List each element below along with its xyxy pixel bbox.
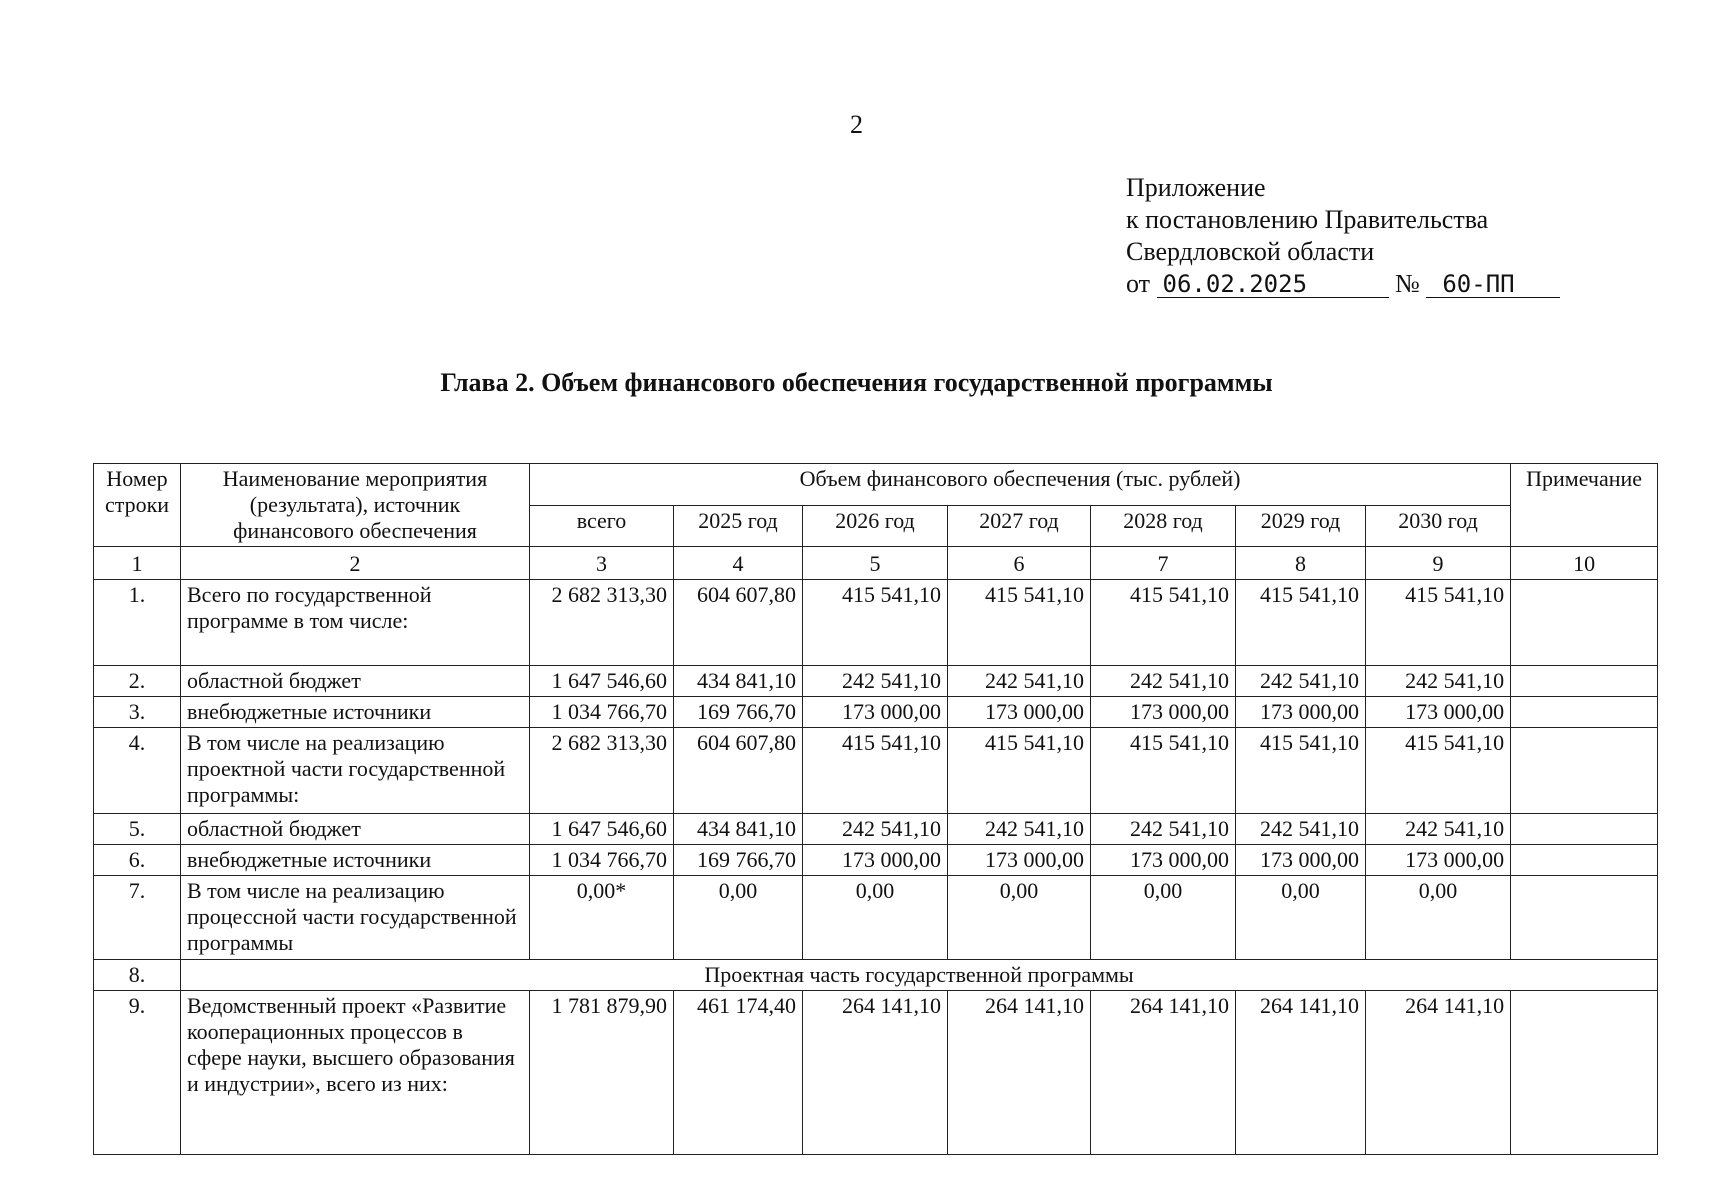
appendix-date-line	[1126, 268, 1560, 300]
row-value: 173 000,00	[1236, 845, 1366, 876]
row-value: 415 541,10	[948, 580, 1091, 666]
col-number: 6	[948, 547, 1091, 580]
table-row	[94, 876, 1658, 960]
col-number: 7	[1091, 547, 1236, 580]
row-name: внебюджетные источники	[181, 697, 530, 728]
section-row	[94, 960, 1658, 991]
header-2030: 2030 год	[1366, 505, 1511, 547]
row-name: В том числе на реализацию процессной части государственной программы	[181, 876, 530, 960]
row-value: 0,00*	[530, 876, 674, 960]
row-name: внебюджетные источники	[181, 845, 530, 876]
row-value: 0,00	[1236, 876, 1366, 960]
row-note	[1511, 580, 1658, 666]
header-2025: 2025 год	[674, 505, 803, 547]
row-value: 1 781 879,90	[530, 991, 674, 1155]
row-value: 173 000,00	[1366, 697, 1511, 728]
row-value: 173 000,00	[1091, 697, 1236, 728]
row-note	[1511, 666, 1658, 697]
row-number: 1.	[94, 580, 181, 666]
row-note	[1511, 814, 1658, 845]
resolution-date: 06.02.2025	[1157, 271, 1389, 298]
row-value: 264 141,10	[803, 991, 948, 1155]
header-row-number: Номер строки	[94, 464, 181, 547]
row-value: 2 682 313,30	[530, 728, 674, 814]
row-value: 173 000,00	[948, 697, 1091, 728]
table-row	[94, 580, 1658, 666]
financing-table	[93, 463, 1658, 1155]
row-value: 242 541,10	[1366, 814, 1511, 845]
row-value: 1 647 546,60	[530, 666, 674, 697]
row-note	[1511, 697, 1658, 728]
row-value: 415 541,10	[1091, 580, 1236, 666]
number-prefix: №	[1395, 269, 1420, 298]
row-value: 242 541,10	[1236, 814, 1366, 845]
row-number: 8.	[94, 960, 181, 991]
row-number: 5.	[94, 814, 181, 845]
appendix-line-2: к постановлению Правительства	[1126, 205, 1489, 234]
row-value: 415 541,10	[1236, 728, 1366, 814]
row-value: 415 541,10	[803, 728, 948, 814]
row-value: 264 141,10	[948, 991, 1091, 1155]
row-value: 169 766,70	[674, 845, 803, 876]
row-value: 415 541,10	[948, 728, 1091, 814]
row-note	[1511, 991, 1658, 1155]
row-value: 242 541,10	[1091, 666, 1236, 697]
row-name: областной бюджет	[181, 814, 530, 845]
row-value: 1 034 766,70	[530, 697, 674, 728]
row-value: 173 000,00	[803, 845, 948, 876]
date-prefix: от	[1126, 269, 1151, 298]
row-value: 0,00	[803, 876, 948, 960]
table-row	[94, 697, 1658, 728]
row-name: Ведомственный проект «Развитие кооперационных процессов в сфере науки, высшего образования и индустрии», всего из них:	[181, 991, 530, 1155]
appendix-block	[1126, 172, 1560, 300]
section-title: Проектная часть государственной программы	[181, 960, 1658, 991]
row-value: 434 841,10	[674, 814, 803, 845]
row-name: В том числе на реализацию проектной части государственной программы:	[181, 728, 530, 814]
resolution-number: 60-ПП	[1426, 271, 1560, 298]
row-number: 2.	[94, 666, 181, 697]
col-number: 9	[1366, 547, 1511, 580]
row-value: 604 607,80	[674, 728, 803, 814]
row-value: 173 000,00	[1366, 845, 1511, 876]
row-value: 173 000,00	[803, 697, 948, 728]
row-value: 242 541,10	[948, 814, 1091, 845]
col-number: 10	[1511, 547, 1658, 580]
row-value: 2 682 313,30	[530, 580, 674, 666]
row-value: 173 000,00	[1236, 697, 1366, 728]
row-value: 242 541,10	[1091, 814, 1236, 845]
row-number: 4.	[94, 728, 181, 814]
row-value: 173 000,00	[948, 845, 1091, 876]
column-numbers-row	[94, 547, 1658, 580]
row-value: 0,00	[948, 876, 1091, 960]
row-value: 242 541,10	[948, 666, 1091, 697]
col-number: 8	[1236, 547, 1366, 580]
col-number: 3	[530, 547, 674, 580]
row-value: 415 541,10	[1366, 580, 1511, 666]
row-name: Всего по государственной программе в том числе:	[181, 580, 530, 666]
col-number: 5	[803, 547, 948, 580]
row-value: 1 034 766,70	[530, 845, 674, 876]
table-row	[94, 814, 1658, 845]
col-number: 1	[94, 547, 181, 580]
row-number: 7.	[94, 876, 181, 960]
row-number: 6.	[94, 845, 181, 876]
row-number: 3.	[94, 697, 181, 728]
row-value: 415 541,10	[1366, 728, 1511, 814]
header-2029: 2029 год	[1236, 505, 1366, 547]
row-value: 1 647 546,60	[530, 814, 674, 845]
row-name: областной бюджет	[181, 666, 530, 697]
table-row	[94, 845, 1658, 876]
header-note: Примечание	[1511, 464, 1658, 547]
row-value: 461 174,40	[674, 991, 803, 1155]
appendix-line-3: Свердловской области	[1126, 237, 1375, 266]
row-value: 173 000,00	[1091, 845, 1236, 876]
row-number: 9.	[94, 991, 181, 1155]
header-2028: 2028 год	[1091, 505, 1236, 547]
row-note	[1511, 728, 1658, 814]
table-row	[94, 666, 1658, 697]
col-number: 2	[181, 547, 530, 580]
row-value: 434 841,10	[674, 666, 803, 697]
row-note	[1511, 876, 1658, 960]
header-total: всего	[530, 505, 674, 547]
row-note	[1511, 845, 1658, 876]
row-value: 0,00	[1366, 876, 1511, 960]
col-number: 4	[674, 547, 803, 580]
chapter-title: Глава 2. Объем финансового обеспечения государственной программы	[440, 368, 1273, 397]
row-value: 0,00	[1091, 876, 1236, 960]
row-value: 242 541,10	[803, 666, 948, 697]
row-value: 415 541,10	[1236, 580, 1366, 666]
row-value: 264 141,10	[1091, 991, 1236, 1155]
row-value: 242 541,10	[803, 814, 948, 845]
table-row	[94, 991, 1658, 1155]
header-volume: Объем финансового обеспечения (тыс. рублей)	[530, 464, 1511, 506]
row-value: 415 541,10	[1091, 728, 1236, 814]
row-value: 242 541,10	[1366, 666, 1511, 697]
row-value: 264 141,10	[1236, 991, 1366, 1155]
header-name: Наименование мероприятия (результата), источник финансового обеспечения	[181, 464, 530, 547]
header-2026: 2026 год	[803, 505, 948, 547]
row-value: 604 607,80	[674, 580, 803, 666]
row-value: 242 541,10	[1236, 666, 1366, 697]
page-number: 2	[850, 110, 863, 139]
row-value: 264 141,10	[1366, 991, 1511, 1155]
row-value: 0,00	[674, 876, 803, 960]
header-2027: 2027 год	[948, 505, 1091, 547]
appendix-line-1: Приложение	[1126, 173, 1266, 202]
table-row	[94, 728, 1658, 814]
row-value: 169 766,70	[674, 697, 803, 728]
row-value: 415 541,10	[803, 580, 948, 666]
